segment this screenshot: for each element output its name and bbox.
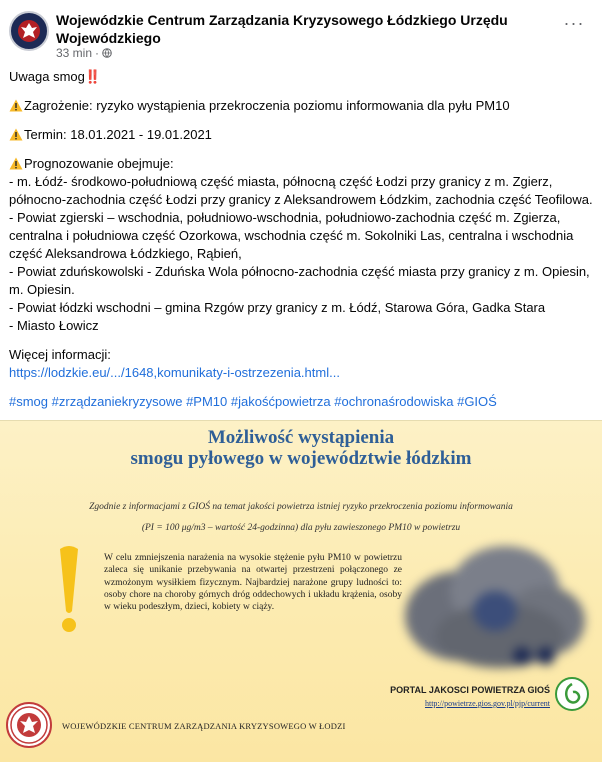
organization-name: WOJEWÓDZKIE CENTRUM ZARZĄDZANIA KRYZYSOWEGO W ŁODZI (62, 721, 346, 731)
page-avatar[interactable] (9, 11, 49, 51)
warning-icon (9, 128, 23, 141)
warning-icon (9, 157, 23, 170)
card-subtitle: Zgodnie z informacjami z GIOŚ na temat jakości powietrza istniej ryzyko przekroczenia poziomu informowania (PI = 100 μg/m3 – wartość 24-godzinna) dla pyłu zawieszonego PM10 w powietrzu (89, 502, 513, 533)
hashtag-link[interactable]: #zrządzaniekryzysowe (51, 394, 183, 409)
headline: Uwaga smog‼️ (9, 69, 102, 84)
forecast-heading: Prognozowanie obejmuje: (9, 155, 593, 173)
eagle-emblem-icon (6, 702, 52, 748)
more-info-label: Więcej informacji: (9, 347, 111, 362)
post-text (9, 68, 593, 411)
hashtags (9, 393, 593, 411)
meta-separator: · (95, 46, 100, 60)
hashtag-link[interactable]: #smog (9, 394, 49, 409)
more-info-link[interactable]: https://lodzkie.eu/.../1648,komunikaty-i-ostrzezenia.html... (9, 365, 340, 380)
hashtag-link[interactable]: #ochronaśrodowiska (334, 394, 454, 409)
warning-icon (9, 99, 23, 112)
forecast-item: - Powiat łódzki wschodni – gmina Rzgów przy granicy z m. Łódź, Starowa Góra, Gadka Stara (9, 300, 546, 315)
portal-name: PORTAL JAKOSCI POWIETRZA GIOŚ (390, 685, 550, 695)
post-header (0, 0, 602, 64)
smog-cloud-icon (400, 521, 590, 681)
card-title: Możliwość wystąpienia smogu pyłowego w województwie łódzkim (130, 427, 472, 469)
forecast-item: - Powiat zgierski – wschodnia, południowo-wschodnia, południowo-zachodnia część m. Zgierza, centralna i południowa część Ozorkowa, wschodnia część m. Sokolniki Las, centralna i wschodnia część Aleksandrowa Łódzkiego, Rąbień, (9, 210, 574, 261)
term-line: Termin: 18.01.2021 - 19.01.2021 (9, 126, 593, 144)
post-meta (56, 46, 112, 60)
card-body-text: W celu zmniejszenia narażenia na wysokie stężenie pyłu PM10 w powietrzu zaleca się unikanie przebywania na otwartej przestrzeni połączonego ze wzmożonym wysiłkiem fizycznym. Najbardziej narażone grupy ludności to: osoby chore na choroby górnych dróg oddechowych i układu krążenia, osoby w wieku podeszłym, dzieci, kobiety w ciąży. (104, 553, 402, 613)
forecast-item: - Powiat zduńskowolski - Zduńska Wola północno-zachodnia część miasta przy granicy z m. Opiesin, m. Opiesin. (9, 264, 590, 297)
exclamation-icon (56, 545, 82, 635)
more-options-icon[interactable]: ··· (563, 13, 585, 33)
forecast-item: - Miasto Łowicz (9, 318, 99, 333)
hashtag-link[interactable]: #PM10 (186, 394, 228, 409)
post-image[interactable] (0, 420, 602, 762)
post-time[interactable]: 33 min (56, 46, 93, 60)
forecast-item: - m. Łódź- środkowo-południową część miasta, północną część Łodzi przy granicy z m. Zgierz, północno-zachodnia część Łodzi przy granicy z Aleksandrowem Łódzkim, zachodnia część Teofilowa. (9, 174, 593, 207)
globe-icon (102, 48, 112, 58)
hashtag-link[interactable]: #GIOŚ (457, 394, 497, 409)
double-exclamation-icon: ‼️ (84, 69, 102, 84)
portal-url: http://powietrze.gios.gov.pl/pjp/current (424, 699, 550, 708)
hashtag-link[interactable]: #jakośćpowietrza (230, 394, 331, 409)
threat-line: Zagrożenie: ryzyko wystąpienia przekroczenia poziomu informowania dla pyłu PM10 (9, 97, 593, 115)
page-name-link[interactable]: Wojewódzkie Centrum Zarządzania Kryzysowego Łódzkiego Urzędu Wojewódzkiego (56, 12, 508, 46)
eagle-emblem-icon (11, 13, 47, 49)
gios-logo-icon (555, 677, 589, 711)
